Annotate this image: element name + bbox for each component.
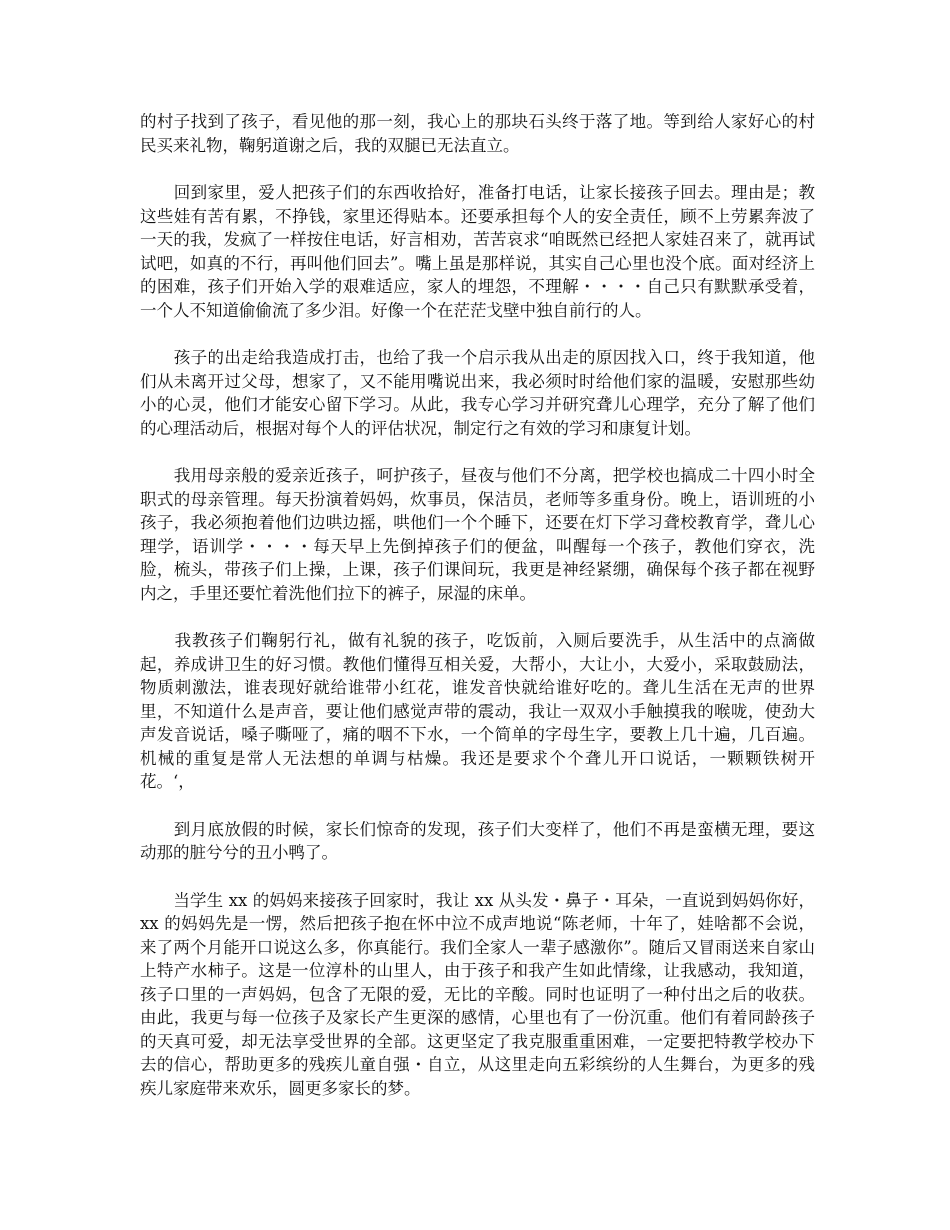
paragraph-3: 孩子的出走给我造成打击，也给了我一个启示我从出走的原因找入口，终于我知道，他们从未离开过父母，想家了，又不能用嘴说出来，我必须时时给他们家的温暖，安慰那些幼小的心灵，他们才能安心留下学习。从此，我专心学习并研究聋儿心理学，充分了解了他们的心理活动后，根据对每个人的评估状况，制定行之有效的学习和康复计划。 xyxy=(140,348,815,438)
paragraph-4: 我用母亲般的爱亲近孩子，呵护孩子，昼夜与他们不分离，把学校也搞成二十四小时全职式的母亲管理。每天扮演着妈妈，炊事员，保洁员，老师等多重身份。晚上，语训班的小孩子，我必须抱着他们边哄边摇，哄他们一个个睡下，还要在灯下学习聋校教育学，聋儿心理学，语训学・・・・每天早上先倒掉孩子们的便盆，叫醒每一个孩子，教他们穿衣，洗脸，梳头，带孩子们上操，上课，孩子们课间玩，我更是神经紧绷，确保每个孩子都在视野内之，手里还要忙着洗他们拉下的裤子，尿湿的床单。 xyxy=(140,466,815,603)
paragraph-5: 我教孩子们鞠躬行礼，做有礼貌的孩子，吃饭前，入厕后要洗手，从生活中的点滴做起，养成讲卫生的好习惯。教他们懂得互相关爱，大帮小，大让小，大爱小，采取鼓励法，物质刺激法，谁表现好就给谁带小红花，谁发音快就给谁好吃的。聋儿生活在无声的世界里，不知道什么是声音，要让他们感觉声带的震动，我让一双双小手触摸我的喉咙，使劲大声发音说话，嗓子嘶哑了，痛的咽不下水，一个简单的字母生字，要教上几十遍，几百遍。机械的重复是常人无法想的单调与枯燥。我还是要求个个聋儿开口说话，一颗颗铁树开花。‘， xyxy=(140,631,815,791)
document-body xyxy=(140,110,815,1124)
paragraph-2: 回到家里，爱人把孩子们的东西收拾好，准备打电话，让家长接孩子回去。理由是；教这些娃有苦有累，不挣钱，家里还得贴本。还要承担每个人的安全责任，顾不上劳累奔波了一天的我，发疯了一样按住电话，好言相劝，苦苦哀求“咱既然已经把人家娃召来了，就再试试吧，如真的不行，再叫他们回去”。嘴上虽是那样说，其实自己心里也没个底。面对经济上的困难，孩子们开始入学的艰难适应，家人的埋怨，不理解・・・・自己只有默默承受着，一个人不知道偷偷流了多少泪。好像一个在茫茫戈壁中独自前行的人。 xyxy=(140,183,815,320)
paragraph-7: 当学生 xx 的妈妈来接孩子回家时，我让 xx 从头发・鼻子・耳朵，一直说到妈妈你好，xx 的妈妈先是一愣，然后把孩子抱在怀中泣不成声地说“陈老师，十年了，娃啥都不会说，来了两个月能开口说这么多，你真能行。我们全家人一辈子感激你”。随后又冒雨送来自家山上特产水柿子。这是一位淳朴的山里人，由于孩子和我产生如此情缘，让我感动，我知道，孩子口里的一声妈妈，包含了无限的爱，无比的辛酸。同时也证明了一种付出之后的收获。由此，我更与每一位孩子及家长产生更深的感情，心里也有了一份沉重。他们有着同龄孩子的天真可爱，却无法享受世界的全部。这更坚定了我克服重重困难，一定要把特教学校办下去的信心，帮助更多的残疾儿童自强・自立，从这里走向五彩缤纷的人生舞台，为更多的残疾儿家庭带来欢乐，圆更多家长的梦。 xyxy=(140,890,815,1098)
paragraph-1: 的村子找到了孩子，看见他的那一刻，我心上的那块石头终于落了地。等到给人家好心的村民买来礼物，鞠躬道谢之后，我的双腿已无法直立。 xyxy=(140,112,815,155)
paragraph-6: 到月底放假的时候，家长们惊奇的发现，孩子们大变样了，他们不再是蛮横无理，要这动那的脏兮兮的丑小鸭了。 xyxy=(140,819,815,862)
